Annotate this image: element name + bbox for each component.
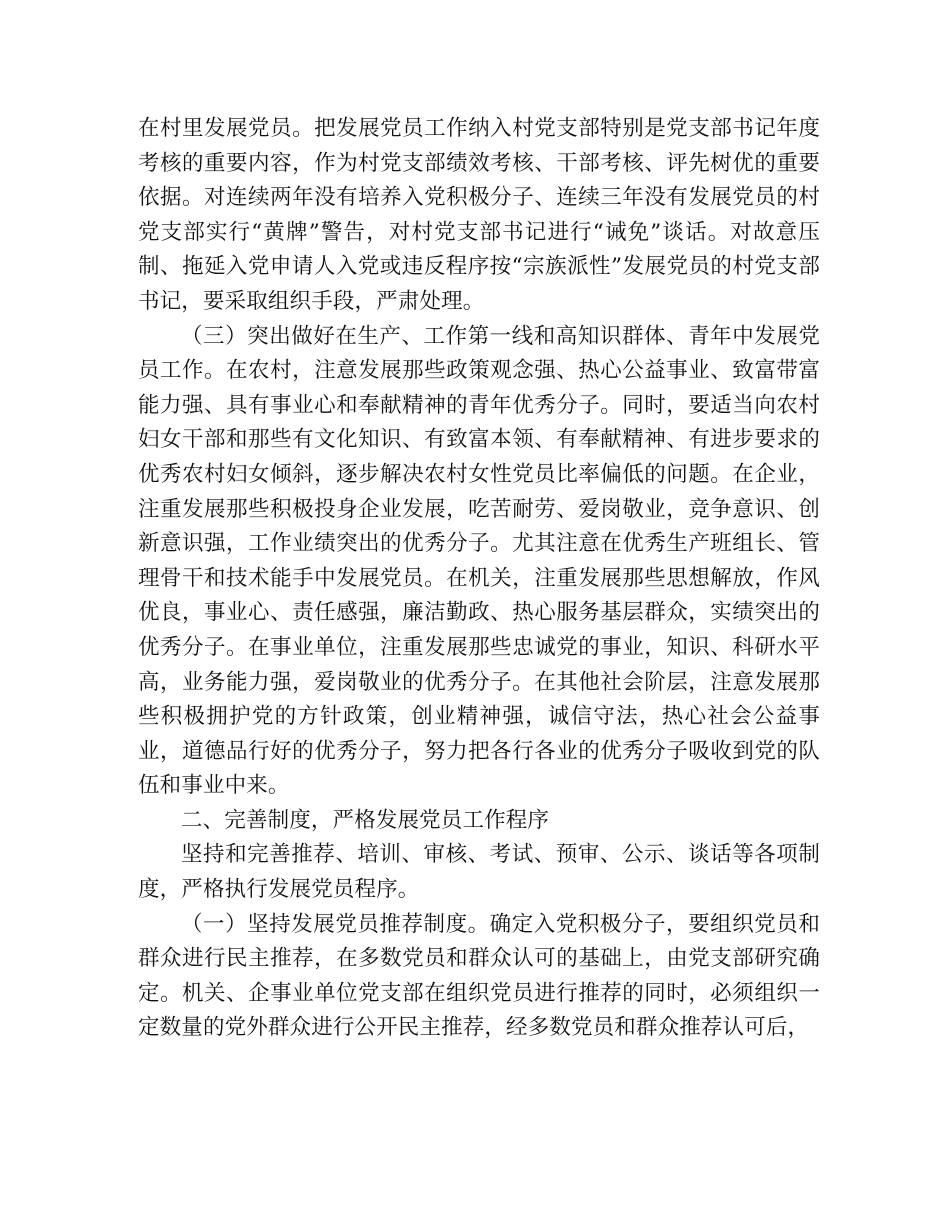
paragraph-section-three: （三）突出做好在生产、工作第一线和高知识群体、青年中发展党员工作。在农村，注意发展那些政策观念强、热心公益事业、致富带富能力强、具有事业心和奉献精神的青年优秀分子。同时，要适当向农村妇女干部和那些有文化知识、有致富本领、有奉献精神、有进步要求的优秀农村妇女倾斜，逐步解决农村女性党员比率偏低的问题。在企业，注重发展那些积极投身企业发展，吃苦耐劳、爱岗敬业，竞争意识、创新意识强，工作业绩突出的优秀分子。尤其注意在优秀生产班组长、管理骨干和技术能手中发展党员。在机关，注重发展那些思想解放，作风优良，事业心、责任感强，廉洁勤政、热心服务基层群众，实绩突出的优秀分子。在事业单位，注重发展那些忠诚党的事业，知识、科研水平高，业务能力强，爱岗敬业的优秀分子。在其他社会阶层，注意发展那些积极拥护党的方针政策，创业精神强，诚信守法，热心社会公益事业，道德品行好的优秀分子，努力把各行各业的优秀分子吸收到党的队伍和事业中来。	[138, 323, 820, 799]
section-heading-two: 二、完善制度，严格发展党员工作程序	[181, 807, 550, 833]
paragraph-continuation: 在村里发展党员。把发展党员工作纳入村党支部特别是党支部书记年度考核的重要内容，作为村党支部绩效考核、干部考核、评先树优的重要依据。对连续两年没有培养入党积极分子、连续三年没有发展党员的村党支部实行“黄牌”警告，对村党支部书记进行“诫免”谈话。对故意压制、拖延入党申请人入党或违反程序按“宗族派性”发展党员的村党支部书记，要采取组织手段，严肃处理。	[138, 116, 820, 314]
paragraph-section-one: （一）坚持发展党员推荐制度。确定入党积极分子，要组织党员和群众进行民主推荐，在多数党员和群众认可的基础上，由党支部研究确定。机关、企事业单位党支部在组织党员进行推荐的同时，必须组织一定数量的党外群众进行公开民主推荐，经多数党员和群众推荐认可后，	[138, 911, 820, 1041]
document-body	[138, 112, 820, 1046]
paragraph-section-two-intro: 坚持和完善推荐、培训、审核、考试、预审、公示、谈话等各项制度，严格执行发展党员程序。	[138, 842, 820, 903]
